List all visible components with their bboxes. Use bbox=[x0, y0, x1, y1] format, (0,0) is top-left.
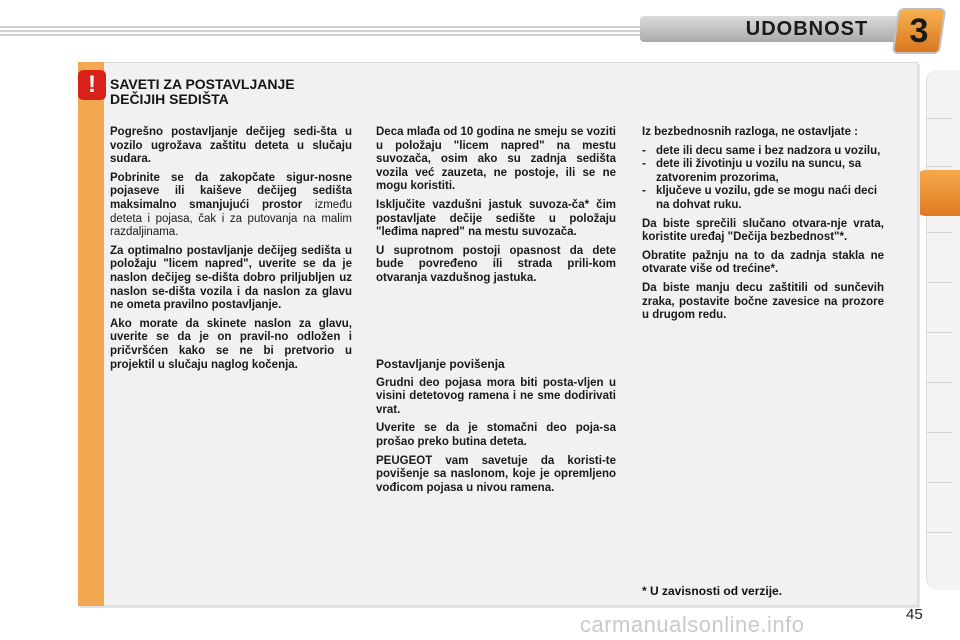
paragraph: Pogrešno postavljanje dečijeg sedi-šta u vozilo ugrožava zaštitu deteta u slučaju sudara. bbox=[110, 126, 352, 166]
paragraph: U suprotnom postoji opasnost da dete bude povređeno ili strada prili-kom otvaranja vazdušnog jastuka. bbox=[376, 244, 616, 284]
chapter-number: 3 bbox=[909, 12, 929, 50]
panel-accent-bar bbox=[78, 62, 104, 606]
paragraph: Pobrinite se da zakopčate sigur-nosne pojaseve ili kaiševe dečijeg sedišta maksimalno smanjujući prostor između deteta i pojasa, čak i za putovanja na malim razdaljinama. bbox=[110, 171, 352, 239]
column-middle-lower bbox=[376, 358, 616, 500]
section-title: SAVETI ZA POSTAVLJANJE DEČIJIH SEDIŠTA bbox=[110, 76, 295, 107]
watermark: carmanualsonline.info bbox=[580, 612, 805, 637]
side-tab-divider bbox=[926, 432, 952, 433]
paragraph: Da biste sprečili slučano otvara-nje vrata, koristite uređaj "Dečija bezbednost"*. bbox=[642, 217, 884, 244]
warning-list bbox=[642, 145, 884, 213]
subheading: Postavljanje povišenja bbox=[376, 357, 505, 371]
paragraph: Grudni deo pojasa mora biti posta-vljen u visini detetovog ramena i ne sme dodirivati vrat. bbox=[376, 376, 616, 416]
footnote: * U zavisnosti od verzije. bbox=[642, 584, 783, 598]
side-tab-divider bbox=[926, 482, 952, 483]
side-tab-divider bbox=[926, 282, 952, 283]
list-item: - dete ili decu same i bez nadzora u vozilu, bbox=[642, 144, 881, 157]
side-tab-divider bbox=[926, 332, 952, 333]
paragraph: Uverite se da je stomačni deo poja-sa prošao preko butina deteta. bbox=[376, 422, 616, 448]
paragraph: Isključite vazdušni jastuk suvoza-ča* čim postavljate dečije sedište u položaju "leđima napred" na mestu suvozača. bbox=[376, 198, 616, 239]
chapter-header bbox=[0, 0, 960, 60]
paragraph: Za optimalno postavljanje dečijeg sedišta u položaju "licem napred", uverite se da je naslon dečijeg se-dišta dobro priljubljen uz naslon se-dišta vozila i da naslon za glavu ne ometa pravilno postavljanje. bbox=[110, 244, 352, 312]
paragraph: Iz bezbednosnih razloga, ne ostavljate : bbox=[642, 126, 858, 138]
side-tab-strip bbox=[926, 70, 960, 590]
chapter-title: UDOBNOST bbox=[745, 18, 869, 40]
side-tab-divider bbox=[926, 532, 952, 533]
header-stripes bbox=[0, 26, 660, 36]
column-left bbox=[110, 126, 352, 377]
paragraph: Da biste manju decu zaštitili od sunčevih zraka, postavite bočne zavesice na prozore u drugom redu. bbox=[642, 281, 884, 322]
column-middle bbox=[376, 126, 616, 291]
exclamation-icon: ! bbox=[78, 70, 106, 100]
list-item: - ključeve u vozilu, gde se mogu naći deci na dohvat ruku. bbox=[642, 185, 878, 211]
side-tab-divider bbox=[926, 232, 952, 233]
paragraph: Ako morate da skinete naslon za glavu, uverite se da je on pravil-no odložen i pričvršćen kako se ne bi pretvorio u projektil u slučaju naglog kočenja. bbox=[110, 317, 352, 371]
side-tab-divider bbox=[926, 118, 952, 119]
paragraph: Obratite pažnju na to da zadnja stakla ne otvarate više od trećine*. bbox=[642, 249, 884, 276]
page-number: 45 bbox=[906, 606, 923, 623]
side-tab-active-chapter bbox=[914, 170, 960, 216]
paragraph: Deca mlađa od 10 godina ne smeju se voziti u položaju "licem napred" na mestu suvozača, osim ako su zadnja sedišta vozila već zauzeta, ne postoje, ili se ne mogu koristiti. bbox=[376, 126, 616, 193]
paragraph: PEUGEOT vam savetuje da koristi-te povišenje sa naslonom, koje je opremljeno vođicom pojasa u nivou ramena. bbox=[376, 454, 616, 494]
side-tab-divider bbox=[926, 166, 952, 167]
list-item: - dete ili životinju u vozilu na suncu, sa zatvorenim prozorima, bbox=[642, 158, 862, 184]
column-right bbox=[642, 126, 884, 328]
side-tab-divider bbox=[926, 382, 952, 383]
